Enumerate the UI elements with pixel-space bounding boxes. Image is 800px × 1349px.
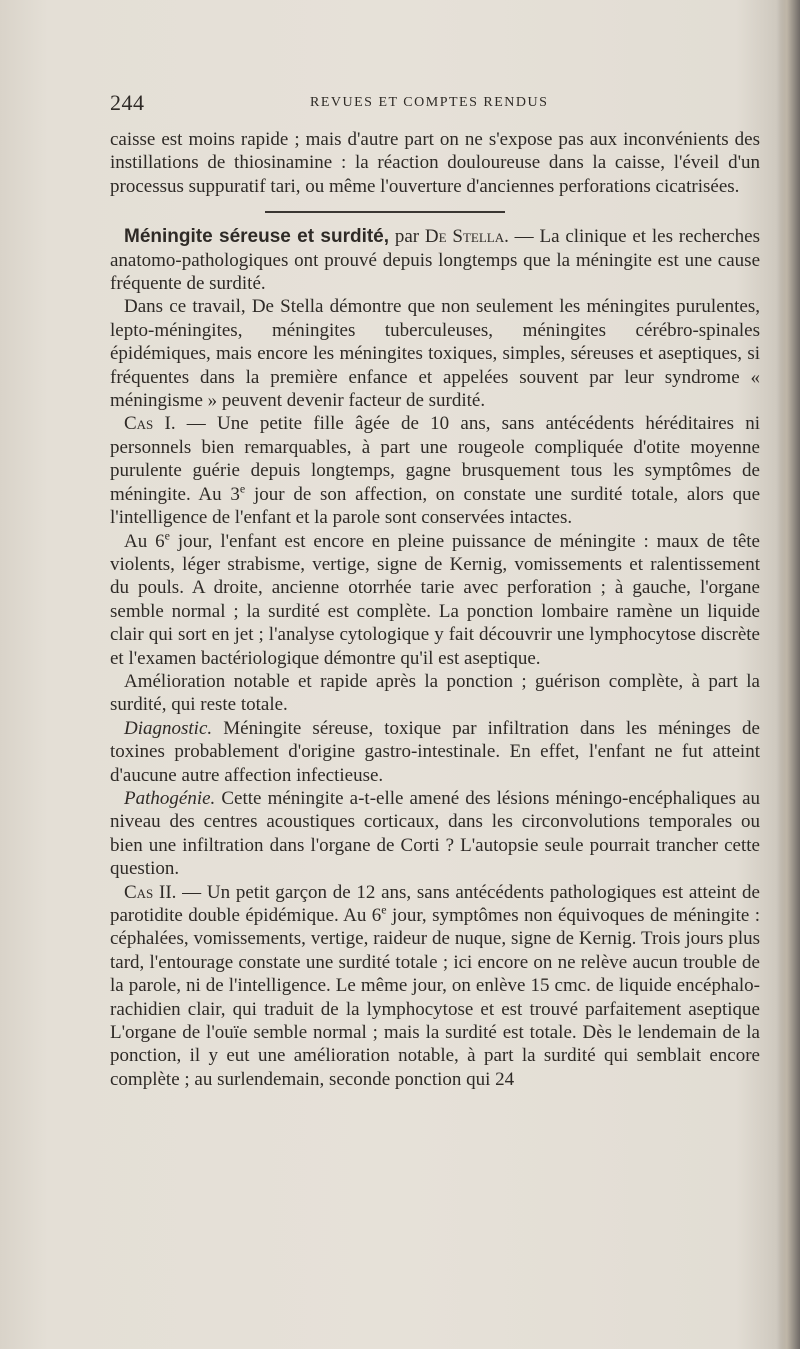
author-name: De Stella <box>424 226 505 248</box>
case-2-text: . — Un petit garçon de 12 ans, sans antécédents pathologiques est atteint de parotidite double épidémique. Au <box>110 881 760 926</box>
case-1-text-continued: jour de son affection, on constate une surdité totale, alors que l'intelligence de l'enfant et la parole sont conservées intactes. <box>110 483 760 529</box>
paragraph-continuation: caisse est moins rapide ; mais d'autre part on ne s'expose pas aux inconvénients des instillations de thiosinamine : la réaction douloureuse dans la caisse, l'éveil d'un processus suppuratif tari, ou même l'ouverture d'anciennes perforations cicatrisées. <box>110 129 760 197</box>
page-number: 244 <box>110 90 145 115</box>
heading-continuation: . — La clinique et les recherches anatomo-pathologiques ont prouvé depuis longtemps que la méningite est une cause fréquente de surdité. <box>110 226 760 295</box>
case-1-day: 3 <box>230 483 240 505</box>
pathogenie-text: Cette méningite a-t-elle amené des lésions méningo-encéphaliques au niveau des centres acoustiques corticaux, dans les circonvolutions temporales ou bien une infiltration dans l'organe de Corti ? L'autopsie seule pourrait trancher cette question. <box>110 787 760 880</box>
paragraph-case-2 <box>110 881 760 1092</box>
paragraph-intro: Dans ce travail, De Stella démontre que non seulement les méningites purulentes, lepto-méningites, méningites tuberculeuses, méningites cérébro-spinales épidémiques, mais encore les méningites toxiques, simples, séreuses et aseptiques, si fréquentes dans la première enfance et appelées souvent par leur syndrome « méningisme » peuvent devenir facteur de surdité. <box>110 296 760 412</box>
byline-text: par <box>389 226 425 248</box>
running-title: REVUES ET COMPTES RENDUS <box>310 95 549 110</box>
page-header <box>110 90 760 120</box>
section-divider <box>265 211 505 213</box>
day-6-number: 6 <box>155 530 165 552</box>
paragraph-case-1-day-6 <box>110 530 760 670</box>
diagnostic-label: Diagnostic. <box>124 717 213 739</box>
paragraph-improvement: Amélioration notable et rapide après la ponction ; guérison complète, à part la surdité, qui reste totale. <box>110 670 760 716</box>
case-1-text: . — Une petite fille âgée de 10 ans, sans antécédents héréditaires ni personnels bien remarquables, à part une rougeole compliquée d'otite moyenne purulente guérie depuis longtemps, gagne brusquement tous les symptômes de méningite. Au <box>110 413 760 505</box>
ordinal-suffix: e <box>381 902 387 917</box>
article-body <box>110 128 760 1091</box>
case-2-day: 6 <box>371 905 382 926</box>
diagnostic-text: Méningite séreuse, toxique par infiltration dans les méninges de toxines probablement d'origine gastro-intestinale. En effet, l'enfant ne fut atteint d'aucune autre affection infectieuse. <box>110 717 760 786</box>
ordinal-suffix: e <box>164 528 170 543</box>
case-2-text-continued: jour, symptômes non équivoques de méningite : céphalées, vomissements, vertige, raideur de nuque, signe de Kernig. Trois jours plus tard, l'entourage constate une surdité totale ; ici encore on ne relève aucun trouble de la parole, ni de l'intelligence. Le même jour, on enlève 15 cmc. de liquide encéphalo-rachidien clair, qui traduit de la lymphocytose et est trouvé parfaitement aseptique L'organe de l'ouïe semble normal ; mais la surdité est totale. Dès le lendemain de la ponction, il y eut une amélioration notable, à part la surdité qui semblait encore complète ; au surlendemain, seconde ponction qui 24 <box>110 905 760 1090</box>
pathogenie-label: Pathogénie. <box>124 787 216 809</box>
article-title: Méningite séreuse et surdité, <box>124 226 390 248</box>
paragraph-pathogenie <box>110 787 760 881</box>
paragraph-case-1 <box>110 412 760 529</box>
day-6-prefix: Au <box>124 530 156 552</box>
paragraph-diagnostic <box>110 717 760 787</box>
ordinal-suffix: e <box>239 481 246 496</box>
page-edge-shadow <box>778 0 800 1349</box>
day-6-text: jour, l'enfant est encore en pleine puissance de méningite : maux de tête violents, léger strabisme, vertige, signe de Kernig, vomissements et ralentissement du pouls. A droite, ancienne otorrhée tarie avec perforation ; à gauche, l'organe semble normal ; la surdité est complète. La ponction lombaire ramène un liquide clair qui sort en jet ; l'analyse cytologique y fait découvrir une lymphocytose discrète et l'examen bactériologique démontre qu'il est aseptique. <box>110 530 760 669</box>
case-2-label: Cas II <box>124 881 172 903</box>
case-1-label: Cas I <box>124 413 171 435</box>
paragraph-article-heading <box>110 225 760 295</box>
